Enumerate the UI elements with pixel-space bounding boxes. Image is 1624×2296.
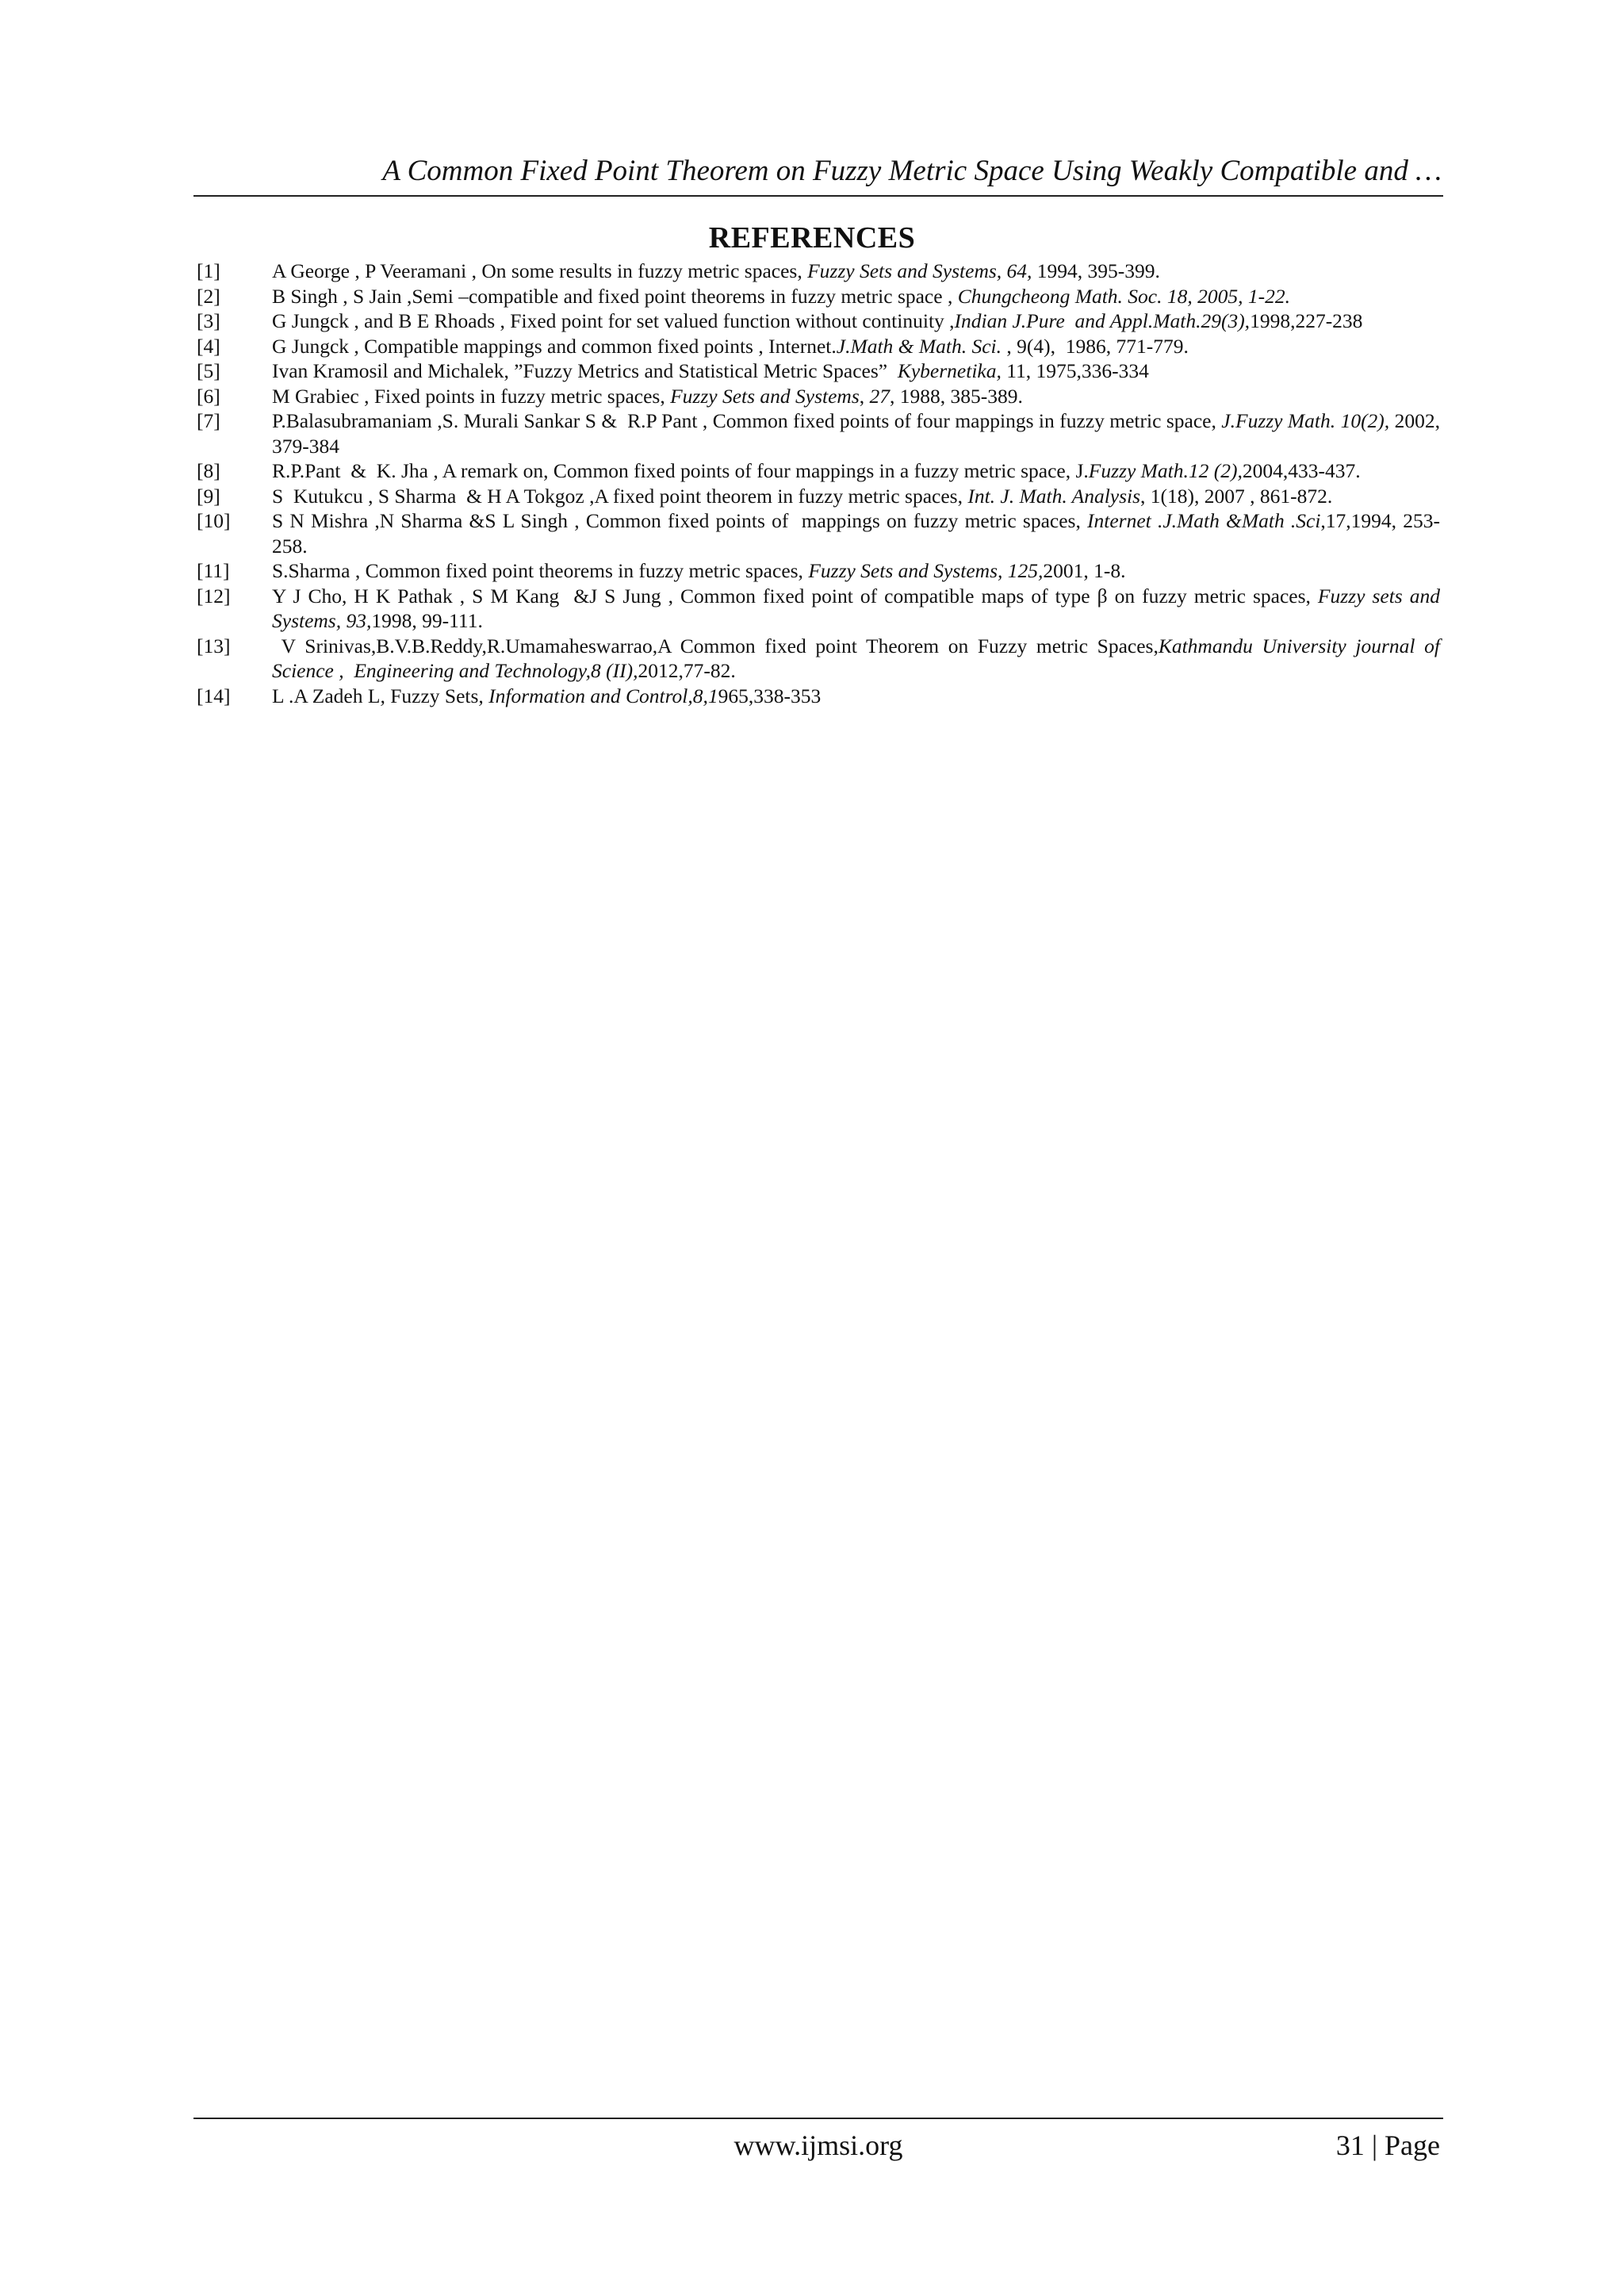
reference-item <box>197 408 1446 458</box>
reference-part: Ivan Kramosil and Michalek, ”Fuzzy Metrics and Statistical Metric Spaces” <box>272 359 898 382</box>
reference-part: V Srinivas,B.V.B.Reddy,R.Umamaheswarrao,A Common fixed point Theorem on Fuzzy metric Spaces, <box>272 634 1159 657</box>
reference-number: [7] <box>197 409 220 432</box>
reference-number: [9] <box>197 484 220 508</box>
reference-number: [2] <box>197 284 220 308</box>
reference-item <box>197 384 1440 409</box>
reference-text <box>272 259 1160 282</box>
reference-part: , 9(4), 1986, 771-779. <box>1001 334 1189 358</box>
reference-item <box>197 634 1450 684</box>
reference-item <box>197 584 1450 634</box>
reference-part: L .A Zadeh L <box>272 684 381 707</box>
reference-part: 1998,227-238 <box>1250 309 1363 332</box>
reference-text <box>272 634 1450 683</box>
reference-number: [1] <box>197 259 220 282</box>
reference-italic-part: J.Fuzzy Math. 10(2), <box>1221 409 1390 432</box>
reference-italic-part: Indian J.Pure and Appl.Math.29(3), <box>954 309 1251 332</box>
reference-part: S N Mishra ,N Sharma &S L Singh , Common fixed points of mappings on fuzzy metric spaces, <box>272 509 1088 532</box>
reference-number: [11] <box>197 559 230 582</box>
reference-part: 1994, 395-399. <box>1032 259 1160 282</box>
reference-text <box>272 485 1332 508</box>
reference-item <box>197 358 1440 384</box>
journal-url: www.ijmsi.org <box>733 2129 903 2161</box>
reference-part: G Jungck , Compatible mappings and common fixed points , Internet. <box>272 334 837 358</box>
page-header <box>193 151 1443 197</box>
reference-part: B Singh , S Jain ,Semi –compatible and fixed point theorems in fuzzy metric space , <box>272 284 958 308</box>
page-number: 31 | Page <box>1335 2129 1440 2161</box>
reference-number: [6] <box>197 384 220 408</box>
reference-italic-part: Int. J. Math. Analysis <box>967 484 1141 508</box>
reference-item <box>197 309 1440 334</box>
reference-part: 2001, 1-8. <box>1043 559 1126 582</box>
reference-italic-part: Fuzzy Sets and Systems, 64, <box>807 259 1032 282</box>
reference-part: M Grabiec , Fixed points in fuzzy metric spaces, <box>272 384 671 408</box>
reference-italic-part: Kathmandu University journal of Science , Engineering and Technology,8 (II), <box>272 634 1450 682</box>
reference-number: [10] <box>197 509 231 532</box>
reference-item <box>197 458 1440 484</box>
reference-number: [8] <box>197 459 220 482</box>
reference-text <box>272 559 1126 582</box>
reference-part: S Kutukcu , S Sharma & H A Tokgoz ,A fixed point theorem in fuzzy metric spaces, <box>272 484 968 508</box>
reference-italic-part: Kybernetika, <box>897 359 1002 382</box>
reference-item <box>197 484 1440 509</box>
reference-text <box>272 359 1149 382</box>
reference-item <box>197 558 1440 584</box>
reference-part: 2002, 379-384 <box>272 409 1446 458</box>
references-heading: REFERENCES <box>708 221 916 255</box>
reference-text <box>272 585 1450 633</box>
reference-part: 1998, 99-111. <box>371 609 483 632</box>
reference-part: Fuzzy Sets <box>385 684 479 707</box>
reference-text <box>272 309 1362 332</box>
reference-number: [4] <box>197 334 220 358</box>
reference-part: Y J Cho, H K Pathak , S M Kang &J S Jung , Common fixed point of compatible maps of type β on fuzzy metric spaces, <box>272 584 1318 608</box>
reference-part: ,17,1994, 253-258. <box>272 509 1440 558</box>
reference-number: [13] <box>197 634 231 657</box>
reference-italic-part: , Information and Control,8,1 <box>478 684 718 707</box>
reference-text <box>272 509 1440 558</box>
reference-item <box>197 334 1440 359</box>
reference-italic-part: Fuzzy Sets and Systems, 125, <box>808 559 1044 582</box>
reference-italic-part: Fuzzy Math.12 (2), <box>1088 459 1243 482</box>
reference-text <box>272 459 1361 482</box>
reference-number: [14] <box>197 684 231 707</box>
reference-text <box>272 335 1189 358</box>
reference-number: [3] <box>197 309 220 332</box>
reference-item <box>197 259 1440 284</box>
reference-item <box>197 684 1440 709</box>
running-title: A Common Fixed Point Theorem on Fuzzy Metric Space Using Weakly Compatible and … <box>382 155 1442 187</box>
page-footer <box>193 2118 1443 2167</box>
reference-part: , 1(18), 2007 , 861-872. <box>1140 484 1333 508</box>
reference-part: , 1988, 385-389. <box>890 384 1023 408</box>
reference-text <box>272 385 1023 408</box>
reference-part: A George , P Veeramani , On some results in fuzzy metric spaces, <box>272 259 808 282</box>
reference-part: 11, 1975,336-334 <box>1001 359 1149 382</box>
reference-part: S.Sharma , Common fixed point theorems in fuzzy metric spaces, <box>272 559 809 582</box>
reference-part: G Jungck , and B E Rhoads , Fixed point for set valued function without continuity , <box>272 309 955 332</box>
reference-part: 965,338-353 <box>718 684 822 707</box>
reference-part: 2004,433-437. <box>1242 459 1361 482</box>
reference-part: R.P.Pant & K. Jha , A remark on, Common fixed points of four mappings in a fuzzy metric space, J. <box>272 459 1089 482</box>
reference-italic-part: Internet .J.Math &Math .Sci <box>1087 509 1321 532</box>
reference-part: 2012,77-82. <box>638 659 736 682</box>
reference-number: [5] <box>197 359 220 382</box>
reference-part: P.Balasubramaniam ,S. Murali Sankar S & R.P Pant , Common fixed points of four mappings in fuzzy metric space, <box>272 409 1222 432</box>
reference-text <box>272 684 821 707</box>
reference-text <box>272 285 1290 308</box>
reference-italic-part: Chungcheong Math. Soc. 18, 2005, 1-22. <box>957 284 1290 308</box>
reference-italic-part: J.Math & Math. Sci. <box>836 334 1002 358</box>
reference-number: [12] <box>197 584 231 608</box>
references-list <box>197 259 1450 708</box>
reference-text <box>272 409 1445 458</box>
reference-italic-part: Fuzzy Sets and Systems <box>670 384 860 408</box>
reference-italic-part: , <box>380 684 385 707</box>
reference-item <box>197 284 1440 309</box>
reference-italic-part: 27 <box>869 384 891 408</box>
reference-part: , <box>859 384 870 408</box>
reference-item <box>197 508 1440 558</box>
reference-italic-part: Fuzzy sets and Systems, 93, <box>272 584 1450 632</box>
